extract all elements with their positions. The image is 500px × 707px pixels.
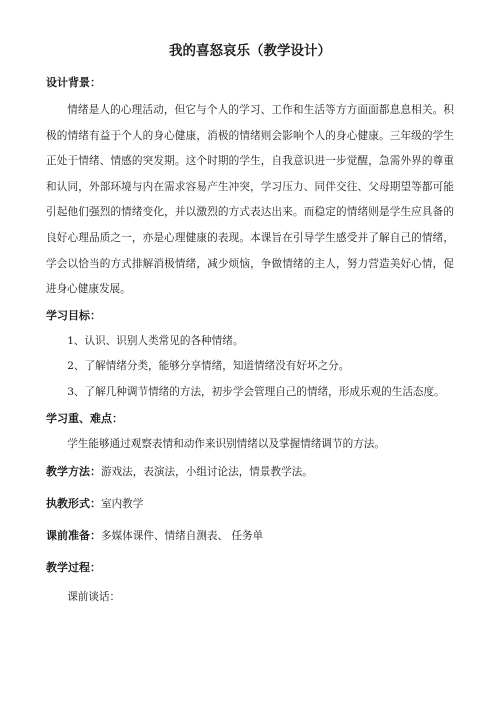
document-title: 我的喜怒哀乐（教学设计）	[169, 43, 331, 59]
key-points-text: 学生能够通过观察表情和动作来识别情绪以及掌握情绪调节的方法。	[67, 437, 385, 450]
section-heading-background: 设计背景：	[46, 76, 101, 89]
form-row	[46, 495, 454, 513]
prep-label: 课前准备：	[46, 529, 101, 543]
goal-item-1: 1、认识、识别人类常见的各种情绪。	[67, 334, 244, 347]
method-value: 游戏法，表演法，小组讨论法，情景教学法。	[101, 466, 313, 479]
form-label: 执教形式：	[46, 497, 101, 511]
section-heading-key-points: 学习重、难点：	[46, 411, 123, 425]
prep-row	[46, 527, 454, 545]
form-value: 室内教学	[101, 498, 144, 511]
goal-item-2: 2、了解情绪分类，能够分享情绪，知道情绪没有好坏之分。	[67, 360, 350, 373]
method-label: 教学方法：	[46, 465, 101, 479]
background-paragraph: 情绪是人的心理活动，但它与个人的学习、工作和生活等方方面面都息息相关。积极的情绪有益于个人的身心健康，消极的情绪则会影响个人的身心健康。三年级的学生正处于情绪、情感的突发期。这个时期的学生，自我意识进一步觉醒，急需外界的尊重和认同，外部环境与内在需求容易产生冲突，学习压力、同伴交往、父母期望等都可能引起他们强烈的情绪变化，并以激烈的方式表达出来。而稳定的情绪则是学生应具备的良好心理品质之一，亦是心理健康的表现。本课旨在引导学生感受并了解自己的情绪，学会以恰当的方式排解消极情绪，减少烦恼，争做情绪的主人，努力营造美好心情，促进身心健康发展。	[46, 104, 454, 296]
section-heading-goals: 学习目标：	[46, 308, 101, 322]
goal-item-3: 3、了解几种调节情绪的方法，初步学会管理自己的情绪，形成乐观的生活态度。	[67, 385, 445, 398]
section-heading-process: 教学过程：	[46, 561, 101, 575]
prep-value: 多媒体课件、情绪自测表、 任务单	[101, 530, 264, 543]
method-row	[46, 463, 454, 481]
process-intro: 课前谈话：	[67, 591, 121, 604]
